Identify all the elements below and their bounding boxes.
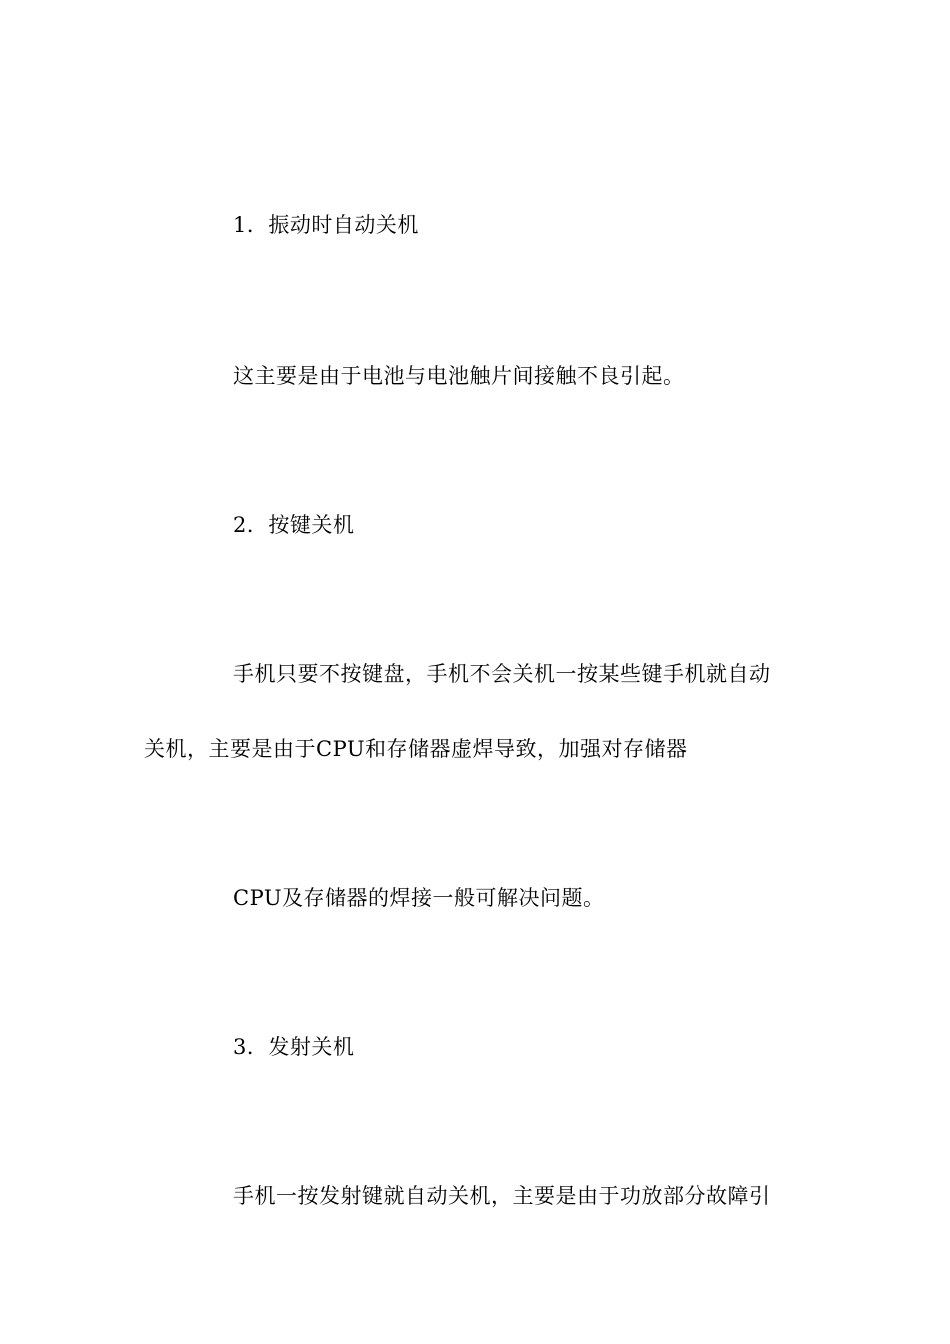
- paragraph-4-line-1: 手机一按发射键就自动关机，主要是由于功放部分故障引: [233, 1184, 771, 1208]
- section-heading-2: 2．按键关机: [233, 513, 355, 537]
- paragraph-2-line-1: 手机只要不按键盘，手机不会关机一按某些键手机就自动: [233, 662, 771, 686]
- paragraph-2-line-2: 关机，主要是由于CPU和存储器虚焊导致，加强对存储器: [144, 737, 688, 761]
- section-heading-1: 1．振动时自动关机: [233, 213, 419, 237]
- section-heading-3: 3．发射关机: [233, 1035, 355, 1059]
- paragraph-3: CPU及存储器的焊接一般可解决问题。: [233, 886, 605, 910]
- paragraph-1: 这主要是由于电池与电池触片间接触不良引起。: [233, 364, 685, 388]
